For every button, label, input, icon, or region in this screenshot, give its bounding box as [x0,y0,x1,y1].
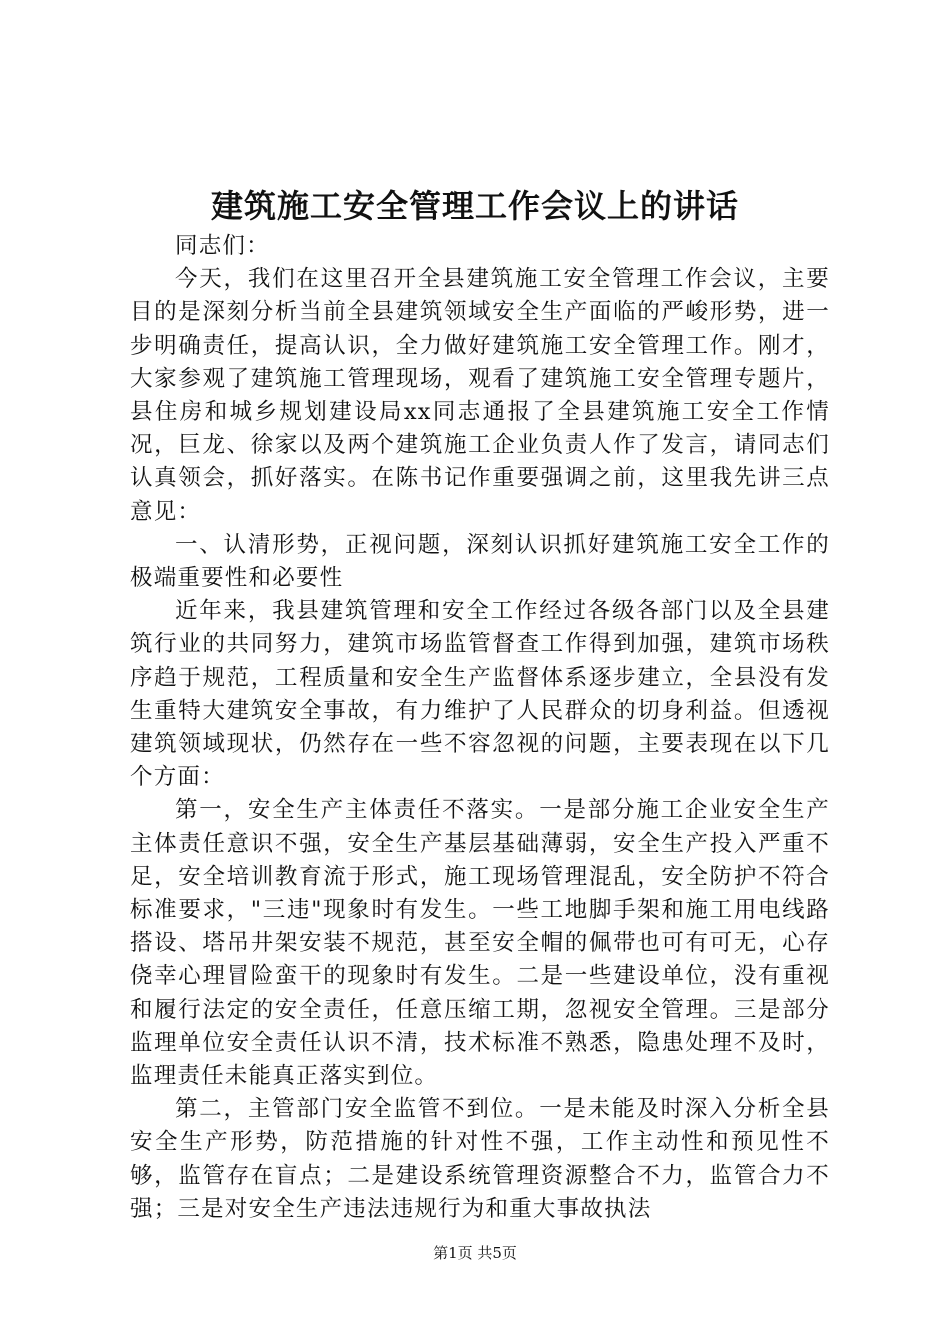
intro-paragraph: 今天，我们在这里召开全县建筑施工安全管理工作会议，主要目的是深刻分析当前全县建筑领域安全生产面临的严峻形势，进一步明确责任，提高认识，全力做好建筑施工安全管理工作。刚才，大家参观了建筑施工管理现场，观看了建筑施工安全管理专题片，县住房和城乡规划建设局xx同志通报了全县建筑施工安全工作情况，巨龙、徐家以及两个建筑施工企业负责人作了发言，请同志们认真领会，抓好落实。在陈书记作重要强调之前，这里我先讲三点意见： [130,266,830,525]
document-body [130,230,830,1226]
salutation-paragraph: 同志们： [175,233,270,259]
body-paragraph: 第二，主管部门安全监管不到位。一是未能及时深入分析全县安全生产形势，防范措施的针对性不强，工作主动性和预见性不够，监管存在盲点；二是建设系统管理资源整合不力，监管合力不强；三是对安全生产违法违规行为和重大事故执法 [130,1096,830,1222]
body-paragraph: 近年来，我县建筑管理和安全工作经过各级各部门以及全县建筑行业的共同努力，建筑市场监管督查工作得到加强，建筑市场秩序趋于规范，工程质量和安全生产监督体系逐步建立，全县没有发生重特大建筑安全事故，有力维护了人民群众的切身利益。但透视建筑领域现状，仍然存在一些不容忽视的问题，主要表现在以下几个方面： [130,598,830,791]
body-paragraph: 第一，安全生产主体责任不落实。一是部分施工企业安全生产主体责任意识不强，安全生产基层基础薄弱，安全生产投入严重不足，安全培训教育流于形式，施工现场管理混乱，安全防护不符合标准要求，"三违"现象时有发生。一些工地脚手架和施工用电线路搭设、塔吊井架安装不规范，甚至安全帽的佩带也可有可无，心存侥幸心理冒险蛮干的现象时有发生。二是一些建设单位，没有重视和履行法定的安全责任，任意压缩工期，忽视安全管理。三是部分监理单位安全责任认识不清，技术标准不熟悉，隐患处理不及时，监理责任未能真正落实到位。 [130,797,830,1090]
section-heading-1: 一、认清形势，正视问题，深刻认识抓好建筑施工安全工作的极端重要性和必要性 [130,531,830,592]
document-title: 建筑施工安全管理工作会议上的讲话 [210,187,739,225]
page-footer: 第1页 共5页 [433,1244,517,1262]
